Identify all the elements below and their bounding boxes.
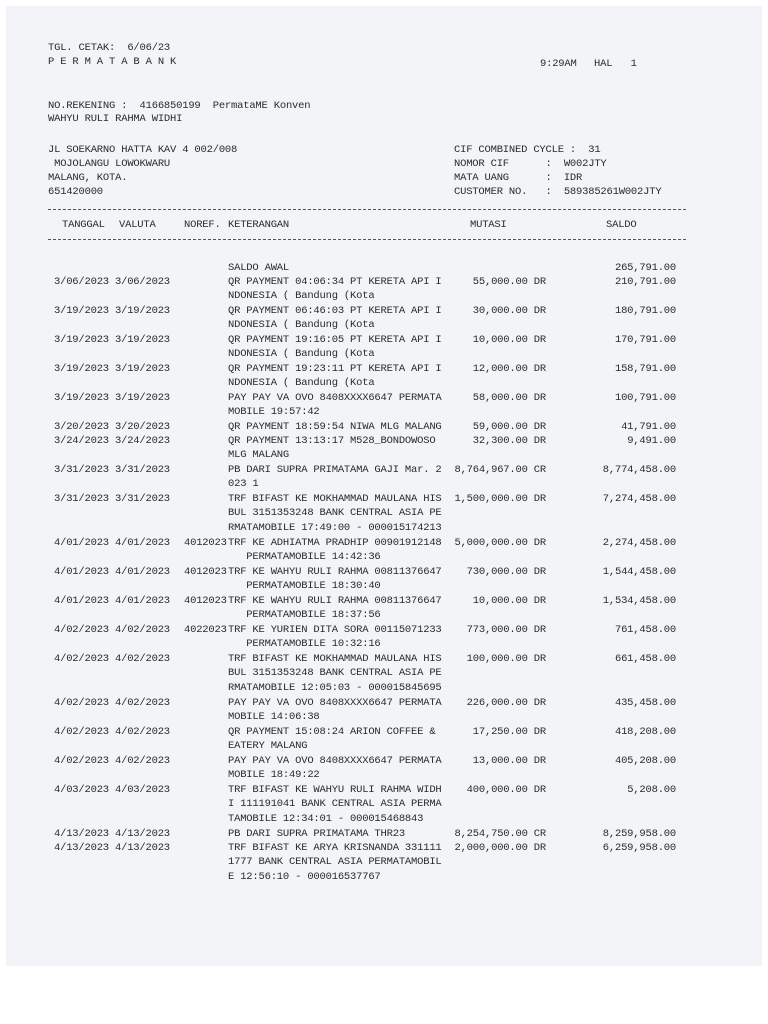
address-line-2: MOJOLANGU LOWOKWARU: [48, 158, 171, 170]
tx-tanggal: 3/19/2023: [54, 363, 109, 375]
tx-mutasi: 59,000.00 DR: [472, 421, 546, 433]
tx-tanggal: 4/01/2023: [54, 537, 109, 549]
tx-tanggal: 3/19/2023: [54, 334, 109, 346]
tx-keterangan-line: PERMATAMOBILE 18:37:56: [228, 609, 381, 622]
tx-tanggal: 4/02/2023: [54, 697, 109, 709]
tx-valuta: 4/13/2023: [115, 842, 170, 854]
tx-noref: 4022023: [184, 624, 227, 636]
col-tanggal: TANGGAL: [62, 219, 105, 231]
tx-saldo: 761,458.00: [614, 624, 676, 636]
tx-keterangan-line: QR PAYMENT 15:08:24 ARION COFFEE &: [228, 726, 436, 738]
tx-keterangan-line: RMATAMOBILE 12:05:03 - 000015845695: [228, 681, 442, 694]
opening-saldo: 265,791.00: [614, 262, 676, 274]
tx-valuta: 4/01/2023: [115, 595, 170, 607]
tx-keterangan-line: QR PAYMENT 19:23:11 PT KERETA API I: [228, 363, 442, 375]
tx-saldo: 435,458.00: [614, 697, 676, 709]
mata-uang: MATA UANG : IDR: [454, 172, 583, 184]
tx-tanggal: 4/02/2023: [54, 755, 109, 767]
tx-mutasi: 13,000.00 DR: [472, 755, 546, 767]
tx-tanggal: 4/02/2023: [54, 624, 109, 636]
col-valuta: VALUTA: [119, 219, 156, 231]
tx-valuta: 3/20/2023: [115, 421, 170, 433]
tx-saldo: 158,791.00: [614, 363, 676, 375]
tx-keterangan-line: MOBILE 18:49:22: [228, 769, 320, 782]
tx-valuta: 4/01/2023: [115, 566, 170, 578]
col-saldo: SALDO: [606, 219, 637, 231]
tx-tanggal: 4/02/2023: [54, 726, 109, 738]
tx-keterangan-line: BUL 3151353248 BANK CENTRAL ASIA PE: [228, 507, 442, 520]
tx-keterangan-line: TRF KE YURIEN DITA SORA 00115071233: [228, 624, 442, 636]
tx-mutasi: 400,000.00 DR: [466, 784, 546, 796]
tx-tanggal: 3/19/2023: [54, 305, 109, 317]
tx-keterangan-line: RMATAMOBILE 17:49:00 - 000015174213: [228, 521, 442, 534]
print-time: 9:29AM: [540, 58, 577, 70]
tx-saldo: 170,791.00: [614, 334, 676, 346]
tx-valuta: 3/19/2023: [115, 334, 170, 346]
tx-mutasi: 5,000,000.00 DR: [454, 537, 546, 549]
tx-valuta: 3/24/2023: [115, 435, 170, 447]
tx-mutasi: 17,250.00 DR: [472, 726, 546, 738]
tx-valuta: 4/01/2023: [115, 537, 170, 549]
divider-top: [48, 209, 686, 210]
tx-saldo: 41,791.00: [621, 421, 676, 433]
tx-keterangan-line: PAY PAY VA OVO 8408XXXX6647 PERMATA: [228, 755, 442, 767]
tx-keterangan-line: NDONESIA ( Bandung (Kota: [228, 348, 375, 361]
tx-valuta: 3/19/2023: [115, 392, 170, 404]
tx-valuta: 3/19/2023: [115, 305, 170, 317]
tx-keterangan-line: PAY PAY VA OVO 8408XXXX6647 PERMATA: [228, 697, 442, 709]
tx-valuta: 4/02/2023: [115, 624, 170, 636]
tx-keterangan-line: NDONESIA ( Bandung (Kota: [228, 290, 375, 303]
tx-keterangan-line: TRF KE ADHIATMA PRADHIP 00901912148: [228, 537, 442, 549]
tx-keterangan-line: PAY PAY VA OVO 8408XXXX6647 PERMATA: [228, 392, 442, 404]
tx-valuta: 3/31/2023: [115, 493, 170, 505]
address-line-1: JL SOEKARNO HATTA KAV 4 002/008: [48, 144, 238, 156]
tx-mutasi: 58,000.00 DR: [472, 392, 546, 404]
tx-tanggal: 4/01/2023: [54, 595, 109, 607]
tx-tanggal: 3/20/2023: [54, 421, 109, 433]
tx-valuta: 4/03/2023: [115, 784, 170, 796]
tx-keterangan-line: BUL 3151353248 BANK CENTRAL ASIA PE: [228, 667, 442, 680]
tx-keterangan-line: EATERY MALANG: [228, 740, 308, 753]
tx-saldo: 418,208.00: [614, 726, 676, 738]
tx-keterangan-line: 1777 BANK CENTRAL ASIA PERMATAMOBIL: [228, 856, 442, 869]
tx-mutasi: 773,000.00 DR: [466, 624, 546, 636]
col-noref: NOREF.: [184, 219, 221, 231]
tx-saldo: 405,208.00: [614, 755, 676, 767]
divider-header: [48, 239, 686, 240]
tx-keterangan-line: MOBILE 19:57:42: [228, 406, 320, 419]
col-mutasi: MUTASI: [470, 219, 507, 231]
cif-combined-cycle: CIF COMBINED CYCLE : 31: [454, 144, 601, 156]
tx-saldo: 1,544,458.00: [602, 566, 676, 578]
tx-keterangan-line: PB DARI SUPRA PRIMATAMA GAJI Mar. 2: [228, 464, 442, 476]
postal-code: 651420000: [48, 186, 103, 198]
tx-keterangan-line: PB DARI SUPRA PRIMATAMA THR23: [228, 828, 405, 840]
tx-keterangan-line: MLG MALANG: [228, 449, 290, 462]
account-number: NO.REKENING : 4166850199 PermataME Konven: [48, 100, 311, 112]
tx-tanggal: 4/02/2023: [54, 653, 109, 665]
tx-keterangan-line: TRF BIFAST KE WAHYU RULI RAHMA WIDH: [228, 784, 442, 796]
tx-saldo: 210,791.00: [614, 276, 676, 288]
tx-mutasi: 32,300.00 DR: [472, 435, 546, 447]
col-keterangan: KETERANGAN: [228, 219, 290, 231]
tx-valuta: 4/02/2023: [115, 697, 170, 709]
tx-tanggal: 4/13/2023: [54, 828, 109, 840]
tx-valuta: 3/06/2023: [115, 276, 170, 288]
tx-keterangan-line: TRF KE WAHYU RULI RAHMA 00811376647: [228, 595, 442, 607]
tx-saldo: 9,491.00: [627, 435, 676, 447]
tx-tanggal: 4/03/2023: [54, 784, 109, 796]
tx-keterangan-line: PERMATAMOBILE 10:32:16: [228, 638, 381, 651]
tx-keterangan-line: MOBILE 14:06:38: [228, 711, 320, 724]
tx-saldo: 2,274,458.00: [602, 537, 676, 549]
tx-mutasi: 8,764,967.00 CR: [454, 464, 546, 476]
tx-tanggal: 4/01/2023: [54, 566, 109, 578]
tx-valuta: 3/19/2023: [115, 363, 170, 375]
tx-tanggal: 3/19/2023: [54, 392, 109, 404]
tx-noref: 4012023: [184, 595, 227, 607]
tx-keterangan-line: TAMOBILE 12:34:01 - 000015468843: [228, 812, 424, 825]
tx-keterangan-line: TRF BIFAST KE MOKHAMMAD MAULANA HIS: [228, 493, 442, 505]
tx-saldo: 6,259,958.00: [602, 842, 676, 854]
tx-mutasi: 30,000.00 DR: [472, 305, 546, 317]
customer-number: CUSTOMER NO. : 589385261W002JTY: [454, 186, 662, 198]
tx-valuta: 4/02/2023: [115, 726, 170, 738]
address-line-3: MALANG, KOTA.: [48, 172, 128, 184]
tx-mutasi: 8,254,750.00 CR: [454, 828, 546, 840]
tx-keterangan-line: QR PAYMENT 19:16:05 PT KERETA API I: [228, 334, 442, 346]
tx-saldo: 8,774,458.00: [602, 464, 676, 476]
tx-valuta: 4/02/2023: [115, 755, 170, 767]
tx-tanggal: 3/31/2023: [54, 493, 109, 505]
tx-keterangan-line: QR PAYMENT 06:46:03 PT KERETA API I: [228, 305, 442, 317]
nomor-cif: NOMOR CIF : W002JTY: [454, 158, 607, 170]
tx-mutasi: 10,000.00 DR: [472, 595, 546, 607]
tx-keterangan-line: QR PAYMENT 04:06:34 PT KERETA API I: [228, 276, 442, 288]
tx-valuta: 3/31/2023: [115, 464, 170, 476]
tx-keterangan-line: TRF BIFAST KE MOKHAMMAD MAULANA HIS: [228, 653, 442, 665]
tx-keterangan-line: E 12:56:10 - 000016537767: [228, 870, 381, 883]
tx-noref: 4012023: [184, 566, 227, 578]
tx-keterangan-line: PERMATAMOBILE 14:42:36: [228, 551, 381, 564]
tx-keterangan-line: NDONESIA ( Bandung (Kota: [228, 377, 375, 390]
tx-keterangan-line: QR PAYMENT 13:13:17 M528_BONDOWOSO: [228, 435, 436, 447]
tx-saldo: 7,274,458.00: [602, 493, 676, 505]
tx-valuta: 4/02/2023: [115, 653, 170, 665]
bank-name: P E R M A T A B A N K: [48, 56, 177, 68]
tx-keterangan-line: 023 1: [228, 478, 259, 491]
tx-keterangan-line: NDONESIA ( Bandung (Kota: [228, 319, 375, 332]
opening-label: SALDO AWAL: [228, 262, 290, 274]
tx-mutasi: 1,500,000.00 DR: [454, 493, 546, 505]
page-number: HAL 1: [594, 58, 637, 70]
tx-mutasi: 2,000,000.00 DR: [454, 842, 546, 854]
tx-mutasi: 10,000.00 DR: [472, 334, 546, 346]
tx-keterangan-line: PERMATAMOBILE 18:30:40: [228, 580, 381, 593]
tx-saldo: 661,458.00: [614, 653, 676, 665]
statement-page: [6, 6, 762, 966]
tx-keterangan-line: TRF BIFAST KE ARYA KRISNANDA 331111: [228, 842, 442, 854]
tx-mutasi: 55,000.00 DR: [472, 276, 546, 288]
tx-tanggal: 3/31/2023: [54, 464, 109, 476]
tx-mutasi: 100,000.00 DR: [466, 653, 546, 665]
tx-tanggal: 3/24/2023: [54, 435, 109, 447]
tx-mutasi: 12,000.00 DR: [472, 363, 546, 375]
tx-tanggal: 3/06/2023: [54, 276, 109, 288]
tx-saldo: 1,534,458.00: [602, 595, 676, 607]
tx-keterangan-line: TRF KE WAHYU RULI RAHMA 00811376647: [228, 566, 442, 578]
print-date: TGL. CETAK: 6/06/23: [48, 42, 171, 54]
tx-mutasi: 226,000.00 DR: [466, 697, 546, 709]
tx-saldo: 100,791.00: [614, 392, 676, 404]
tx-noref: 4012023: [184, 537, 227, 549]
account-holder: WAHYU RULI RAHMA WIDHI: [48, 113, 183, 125]
tx-saldo: 8,259,958.00: [602, 828, 676, 840]
tx-valuta: 4/13/2023: [115, 828, 170, 840]
tx-saldo: 5,208.00: [627, 784, 676, 796]
tx-saldo: 180,791.00: [614, 305, 676, 317]
tx-keterangan-line: QR PAYMENT 18:59:54 NIWA MLG MALANG: [228, 421, 442, 433]
tx-mutasi: 730,000.00 DR: [466, 566, 546, 578]
tx-keterangan-line: I 111191041 BANK CENTRAL ASIA PERMA: [228, 798, 442, 811]
tx-tanggal: 4/13/2023: [54, 842, 109, 854]
